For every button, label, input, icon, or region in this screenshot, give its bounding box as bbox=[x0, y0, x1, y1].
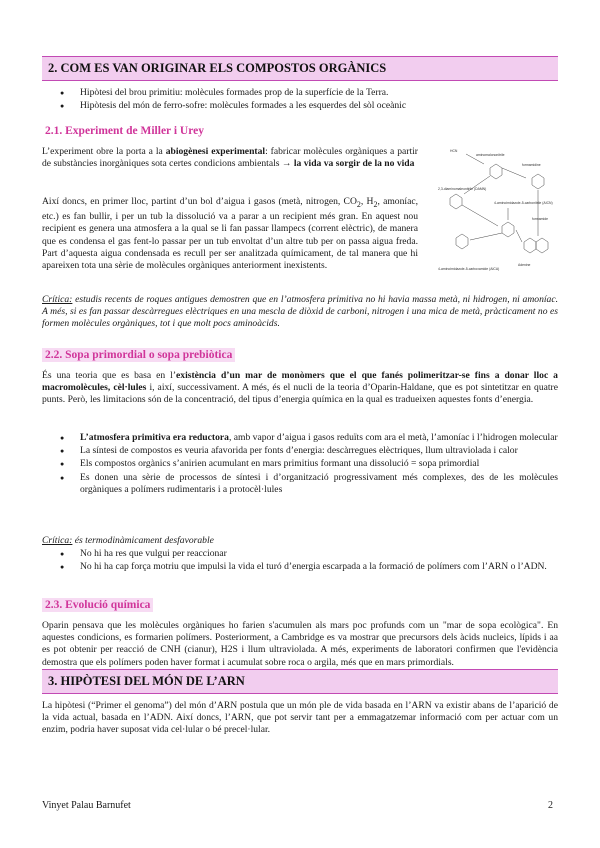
rna-world-paragraph: La hipòtesi (“Primer el genoma”) del món d’ARN postula que un món ple de vida basada en l’ARN va existir abans de l’aparició de la vida actual, basada en l’ADN. Així doncs, l’ARN, que pot servir tant per a emmagatzemar informació com per actuar com un enzim, podria haver suposat vida cel·lular o bé precel·lular. bbox=[42, 700, 558, 736]
soup-heading: 2.2. Sopa primordial o sopa prebiòtica bbox=[42, 348, 235, 362]
footer-author: Vinyet Palau Barnufet bbox=[42, 800, 131, 811]
evolution-heading: 2.3. Evolució química bbox=[42, 598, 153, 612]
page-number: 2 bbox=[548, 800, 553, 811]
figure-label: formamide bbox=[532, 217, 549, 221]
evolution-paragraph: Oparin pensava que les molècules orgàniques ho farien s'acumulen als mars poc profunds com un "mar de sopa ecològica". En aquestes condicions, es formarien polímers. Posteriorment, a Cambridge es va mostrar que precursors dels àcids nucleics, lípids i aa es pot obtenir per reacció de CNH (cianur), H2S i llum ultraviolada. A més, experiments de laboratori confirmen que l'evidència demostra que els polímers poden haver format i acumulat sobre roca o argila, més que en mars primordials. bbox=[42, 620, 558, 668]
figure-label: HCN bbox=[450, 149, 458, 153]
section-3-heading: 3. HIPÒTESI DEL MÓN DE L’ARN bbox=[42, 669, 558, 694]
list-item: ● Hipòtesis del món de ferro-sofre: molècules formades a les esquerdes del sòl oceànic bbox=[60, 100, 558, 112]
miller-critique: Crítica: estudis recents de roques antigues demostren que en l’atmosfera primitiva no hi havia massa metà, ni hidrogen, ni amoníac. A més, si es fan passar descàrregues elèctriques en una mescla de diòxid de carboni, nitrogen i una mica de metà, pràcticament no es formen molècules orgàniques, tot i que molt pocs aminoàcids. bbox=[42, 294, 558, 330]
list-item: ● No hi ha res que vulgui per reaccionar bbox=[60, 548, 558, 560]
miller-paragraph-2: Així doncs, en primer lloc, partint d’un bol d’aigua i gasos (metà, nitrogen, $CO_2$, $H_2$, amoníac, etc.) es fan bullir, i per un tub la dissolució va a parar a un recipient més gran. En aquest nou recipient es genera una atmosfera a la qual se li fan passar llampecs (corrent elèctric), de manera que es condensa el gas fent-lo passar per un tub envoltat d’un altre tub per on passa aigua freda. Part d’aquesta aigua condensada es recull per ser analitzada químicament, de tal manera que hi apareixen tota una sèrie de molècules orgàniques anteriorment inexistents. bbox=[42, 196, 418, 271]
section-2-heading: 2. COM ES VAN ORIGINAR ELS COMPOSTOS ORGÀNICS bbox=[42, 56, 558, 81]
soup-critique: Crítica: és termodinàmicament desfavorable bbox=[42, 535, 214, 546]
list-item: ● No hi ha cap força motriu que impulsi la vida el turó d’energia escarpada a la formació de polímers com l’ARN o l’ADN. bbox=[60, 561, 558, 573]
oparin-points-list bbox=[60, 432, 558, 497]
adenine-synthesis-diagram bbox=[436, 138, 560, 276]
figure-label: 4-aminoimidazole-5-carbonitrile (AICN) bbox=[494, 201, 553, 205]
hypotheses-list bbox=[60, 87, 558, 113]
figure-label: 2,3-diaminomaleonitrile (DAMN) bbox=[438, 187, 487, 191]
figure-label: Adenine bbox=[518, 263, 531, 267]
miller-heading: 2.1. Experiment de Miller i Urey bbox=[45, 125, 204, 137]
figure-label: aminomalononitrile bbox=[476, 153, 505, 157]
figure-label: formamidine bbox=[522, 163, 541, 167]
list-item: ● La síntesi de compostos es veuria afavorida per fonts d’energia: descàrregues elèctriques, llum ultraviolada i calor bbox=[60, 445, 558, 457]
soup-critique-list bbox=[60, 548, 558, 574]
miller-paragraph-1: L’experiment obre la porta a la abiogènesi experimental: fabricar molècules orgàniques a partir de substàncies inorgàniques sota certes condicions ambientals → la vida va sorgir de la no vida bbox=[42, 146, 418, 170]
list-item: ● Els compostos orgànics s’anirien acumulant en mars primitius formant una dissolució = sopa primordial bbox=[60, 458, 558, 470]
list-item: ● L’atmosfera primitiva era reductora, amb vapor d’aigua i gasos reduïts com ara el metà, l’amoníac i l’hidrogen molecular bbox=[60, 432, 558, 444]
figure-label: 4-aminoimidazole-5-carboxamide (AICA) bbox=[438, 267, 500, 271]
list-item: ● Hipòtesi del brou primitiu: molècules formades prop de la superfície de la Terra. bbox=[60, 87, 558, 99]
soup-paragraph: És una teoria que es basa en l’existència d’un mar de monòmers que el que fanés polimeritzar-se fins a donar lloc a macromolècules, cèl·lules i, així, successivament. A més, és el nucli de la teoria d’Oparin-Haldane, que es pot sintetitzar en quatre punts. Però, les limitacions són de la concentració, del tipus d’energia química en la qual es tradueixen aquestes fonts d’energia. bbox=[42, 370, 559, 406]
list-item: ● Es donen una sèrie de processos de síntesi i d’organització progressivament més complexes, des de les molècules orgàniques a polímers rudimentaris i a protocèl·lules bbox=[60, 472, 558, 496]
